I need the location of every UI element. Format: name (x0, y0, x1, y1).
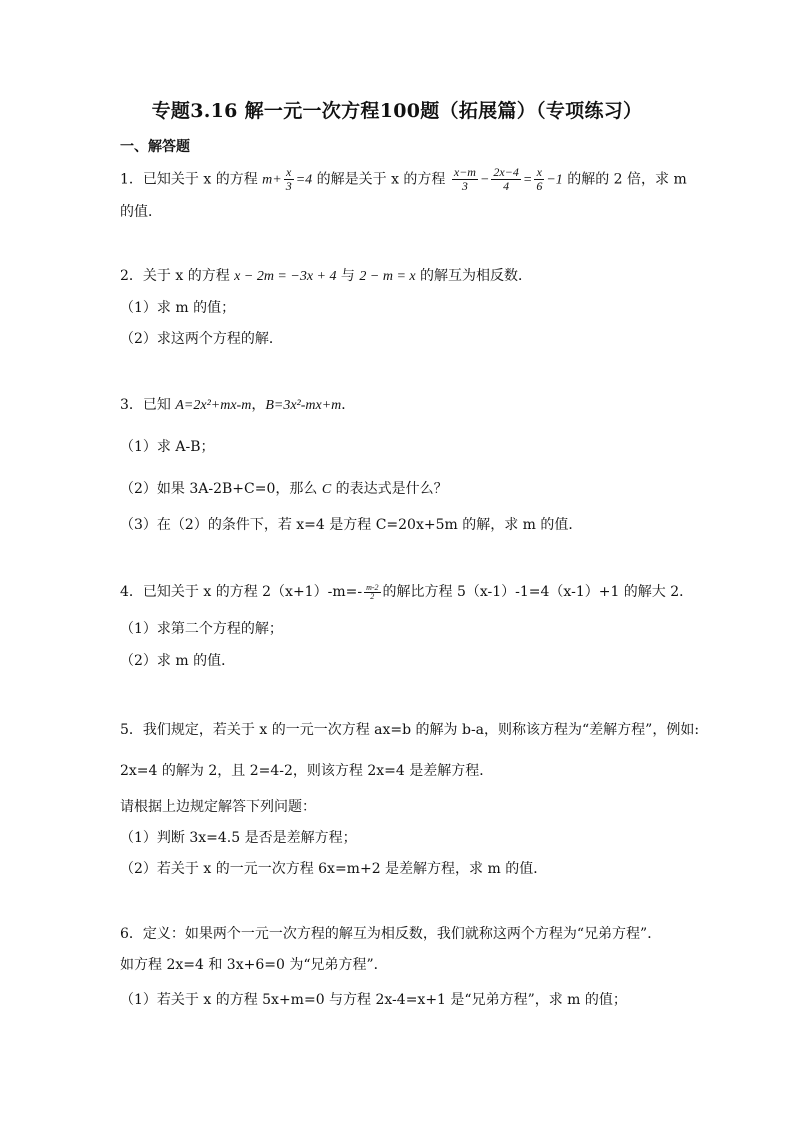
question-3-part-1: （1）求 A-B； (120, 439, 215, 455)
question-4-part-1: （1）求第二个方程的解； (120, 621, 283, 637)
question-1-line-1: 1．已知关于 x 的方程 m+ $\frac{x}{3}$ =4 的解是关于 x 的方程 $\frac{x-m}{3}$ − $\frac{2x-4}{4}$ = $\frac{x}{6}$ −1 的解的 2 倍，求 m (120, 165, 687, 193)
fraction: $\frac{x-m}{3}$ (453, 165, 476, 193)
fraction: $\frac{x}{3}$ (285, 165, 292, 193)
question-3-part-2: （2）如果 3A-2B+C=0，那么 C 的表达式是什么？ (120, 481, 448, 497)
fraction: $\frac{m-2}{2}$ (366, 582, 379, 601)
question-4-part-2: （2）求 m 的值． (120, 653, 236, 669)
fraction: $\frac{2x-4}{4}$ (493, 165, 519, 193)
question-1-line-2: 的值． (120, 204, 162, 220)
question-4-line-1: 4．已知关于 x 的方程 2（x+1）-m=- $\frac{m-2}{2}$ 的解比方程 5（x-1）-1=4（x-1）+1 的解大 2． (120, 582, 694, 601)
question-5-line-2: 2x=4 的解为 2，且 2=4-2，则该方程 2x=4 是差解方程． (120, 763, 494, 779)
question-2-line-1: 2．关于 x 的方程 x − 2m = −3x + 4 与 2 − m = x 的解互为相反数． (120, 268, 533, 284)
question-5-part-1: （1）判断 3x=4.5 是否是差解方程； (120, 830, 357, 846)
page-title: 专题3.16 解一元一次方程100题（拓展篇）（专项练习） (151, 100, 643, 122)
question-5-line-3: 请根据上边规定解答下列问题： (120, 799, 316, 815)
question-3-line-1: 3．已知 A=2x²+mx-m，B=3x²-mx+m． (120, 397, 356, 413)
question-6-line-1: 6．定义：如果两个一元一次方程的解互为相反数，我们就称这两个方程为“兄弟方程”． (120, 926, 662, 942)
question-6-line-2: 如方程 2x=4 和 3x+6=0 为“兄弟方程”． (120, 957, 388, 973)
fraction: $\frac{x}{6}$ (536, 165, 543, 193)
question-3-part-3: （3）在（2）的条件下，若 x=4 是方程 C=20x+5m 的解，求 m 的值． (120, 517, 583, 533)
question-2-part-2: （2）求这两个方程的解． (120, 331, 283, 347)
section-heading: 一、解答题 (120, 139, 190, 155)
question-2-part-1: （1）求 m 的值； (120, 300, 236, 316)
question-6-part-1: （1）若关于 x 的方程 5x+m=0 与方程 2x-4=x+1 是“兄弟方程”，求 m 的值； (120, 992, 627, 1008)
question-5-part-2: （2）若关于 x 的一元一次方程 6x=m+2 是差解方程，求 m 的值． (120, 861, 548, 877)
question-5-line-1: 5．我们规定，若关于 x 的一元一次方程 ax=b 的解为 b-a，则称该方程为“差解方程”，例如: (120, 722, 700, 738)
